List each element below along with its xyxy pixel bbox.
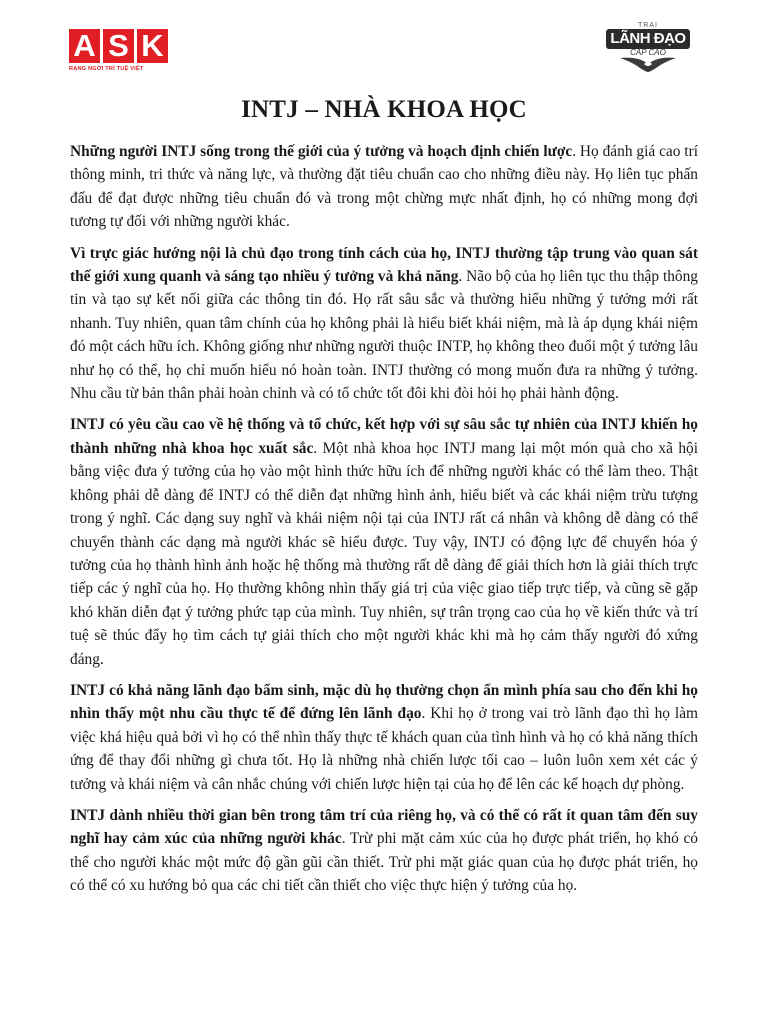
paragraph	[70, 413, 698, 670]
paragraph-text: . Não bộ của họ liên tục thu thập thông tin và tạo sự kết nối giữa các thông tin đó. Họ rất sâu sắc và thường hiểu những ý tưởng mới rất nhanh. Tuy nhiên, quan tâm chính của họ không phải là hiểu biết khái niệm, mà là áp dụng khái niệm đó một cách hữu ích. Không giống như những người thuộc INTP, họ không theo đuổi một ý tưởng lâu như họ có thể, họ chỉ muốn hiểu nó hoàn toàn. INTJ thường có mong muốn đưa ra những ý tưởng. Nhu cầu từ bản thân phải hoàn chỉnh và có tổ chức tốt đôi khi đòi hỏi họ phải hành động.	[70, 268, 698, 403]
paragraph	[70, 242, 698, 406]
paragraph-lead: INTJ có yêu cầu cao về hệ thống và tổ chức, kết hợp với sự sâu sắc tự nhiên của INTJ khiến họ thành những nhà khoa học xuất sắc	[70, 416, 698, 457]
ask-logo-letter: A	[69, 29, 100, 63]
trai-logo-main: LÃNH ĐẠO	[606, 29, 690, 49]
trai-logo-sub: CẤP CAO	[630, 48, 666, 57]
paragraph-lead: INTJ có khả năng lãnh đạo bẩm sinh, mặc dù họ thường chọn ẩn mình phía sau cho đến khi họ nhìn thấy một nhu cầu thực tế để đứng lên lãnh đạo	[70, 681, 698, 723]
eagle-icon	[618, 54, 678, 74]
page-title: INTJ – NHÀ KHOA HỌC	[241, 96, 527, 123]
trai-logo-top: TRẠI	[638, 22, 658, 29]
paragraph	[70, 140, 698, 234]
paragraph-text: . Khi họ ở trong vai trò lãnh đạo thì họ làm việc khá hiệu quả bởi vì họ có thể nhìn thấy thực tế khách quan của tình hình và họ có khả năng thích ứng để thay đổi những gì chưa tốt. Họ là những nhà chiến lược tối cao – luôn luôn xem xét các ý tưởng và khái niệm và cân nhắc chúng với chiến lược hiện tại của họ để lên các kế hoạch dự phòng.	[70, 705, 698, 793]
paragraph-lead: Vì trực giác hướng nội là chủ đạo trong tính cách của họ, INTJ thường tập trung vào quan sát thế giới xung quanh và sáng tạo nhiều ý tưởng và khả năng	[70, 244, 698, 286]
page-header	[0, 0, 768, 92]
paragraph-text: . Trừ phi mặt cảm xúc của họ được phát triển, họ khó có thể cho người khác một mức độ gần gũi cần thiết. Trừ phi mặt giác quan của họ được phát triển, họ có thể có xu hướng bỏ qua các chi tiết cần thiết cho việc thực hiện ý tưởng của họ.	[70, 830, 698, 895]
ask-logo-letter: K	[137, 29, 168, 63]
document-body	[70, 140, 698, 906]
paragraph-text: . Họ đánh giá cao trí thông minh, tri thức và năng lực, và thường đặt tiêu chuẩn cao cho những điều này. Họ liên tục phấn đấu để đạt được những tiêu chuẩn đó và trong một chừng mực nhất định, họ có những mong đợi tương tự đối với những người khác.	[70, 143, 698, 231]
paragraph-lead: INTJ dành nhiều thời gian bên trong tâm trí của riêng họ, và có thể có rất ít quan tâm đến suy nghĩ hay cảm xúc của những người khác	[70, 806, 698, 848]
ask-logo-tagline: RẠNG NGỜI TRÍ TUỆ VIỆT	[69, 66, 144, 72]
trai-lanh-dao-logo	[604, 22, 692, 74]
ask-logo-letter: S	[103, 29, 134, 63]
paragraph-text: . Một nhà khoa học INTJ mang lại một món quà cho xã hội bằng việc đưa ý tưởng của họ vào một hình thức hữu ích để những người khác có thể làm theo. Thật không phải dễ dàng để INTJ có thể diễn đạt những hình ảnh, hiểu biết và các khái niệm trừu tượng trong ý nghĩ. Các dạng suy nghĩ và khái niệm nội tại của INTJ rất cá nhân và không dễ dàng có thể chuyển thành các dạng mà người khác sẽ hiểu được. Tuy vậy, INTJ có động lực để chuyển hóa ý tưởng của họ thành hình ảnh hoặc hệ thống mà thường rất dễ dàng để giải thích hơn là giải thích trực tiếp các ý nghĩ của họ. Họ thường không nhìn thấy giá trị của việc giao tiếp trực tiếp, và cũng sẽ gặp khó khăn diễn đạt ý tưởng phức tạp của mình. Tuy nhiên, sự trân trọng cao của họ về kiến thức và trí tuệ sẽ thúc đẩy họ tìm cách tự giải thích cho một người khác khi mà họ cảm thấy người đó xứng đáng.	[70, 439, 698, 668]
paragraph	[70, 679, 698, 796]
paragraph	[70, 804, 698, 898]
paragraph-lead: Những người INTJ sống trong thế giới của ý tưởng và hoạch định chiến lược	[70, 143, 573, 160]
ask-logo	[69, 29, 169, 75]
